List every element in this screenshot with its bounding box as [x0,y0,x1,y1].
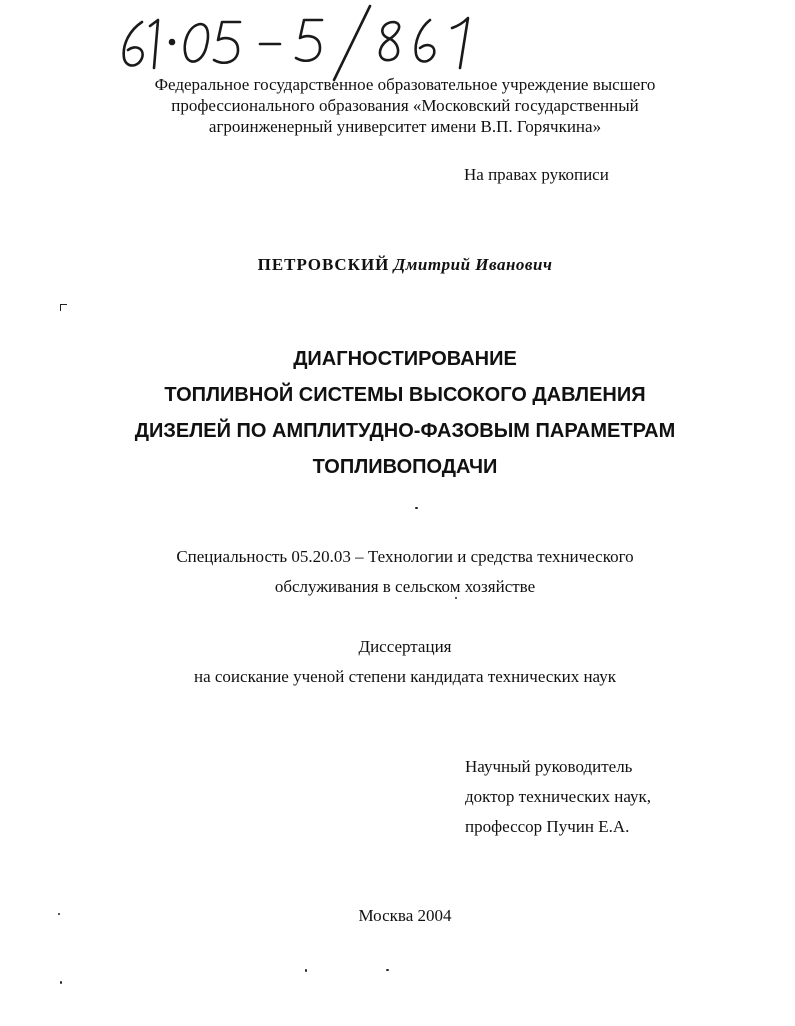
scan-speck [415,507,418,509]
city-and-year: Москва 2004 [358,906,452,925]
specialty [0,542,795,602]
scan-speck [60,981,62,984]
supervisor-line: доктор технических наук, [465,787,652,806]
supervisor-line: профессор Пучин Е.А. [465,817,630,836]
specialty-line: обслуживания в сельском хозяйстве [274,577,536,596]
degree-line: на соискание ученой степени кандидата технических наук [193,667,616,686]
title-line: ТОПЛИВНОЙ СИСТЕМЫ ВЫСОКОГО ДАВЛЕНИЯ [164,384,646,406]
scan-speck [386,969,389,971]
author-name [0,254,795,276]
dissertation-heading: Диссертация [358,637,452,656]
title-line: ДИЗЕЛЕЙ ПО АМПЛИТУДНО-ФАЗОВЫМ ПАРАМЕТРАМ [134,420,676,442]
scan-corner-mark [60,304,67,311]
institution-line: Федеральное государственное образовательное учреждение высшего [154,75,656,94]
scientific-supervisor [465,752,651,842]
institution-line: профессионального образования «Московский государственный [171,96,639,115]
author-surname: ПЕТРОВСКИЙ [257,255,390,274]
supervisor-line: Научный руководитель [465,757,633,776]
dissertation-title [0,341,795,485]
institution-line: агроинженерный университет имени В.П. Горячкина» [208,117,602,136]
handwritten-catalog-number [108,4,488,82]
scan-speck [305,969,307,972]
title-line: ДИАГНОСТИРОВАНИЕ [293,348,517,370]
author-given-name: Дмитрий Иванович [393,255,553,274]
scan-speck [58,913,60,915]
scan-speck [455,597,457,599]
handwritten-code-drawing [108,4,488,82]
manuscript-rights-note: На правах рукописи [464,165,609,184]
specialty-line: Специальность 05.20.03 – Технологии и средства технического [176,547,634,566]
dissertation-degree [0,632,795,692]
title-line: ТОПЛИВОПОДАЧИ [312,456,498,478]
institution-name [60,74,750,137]
